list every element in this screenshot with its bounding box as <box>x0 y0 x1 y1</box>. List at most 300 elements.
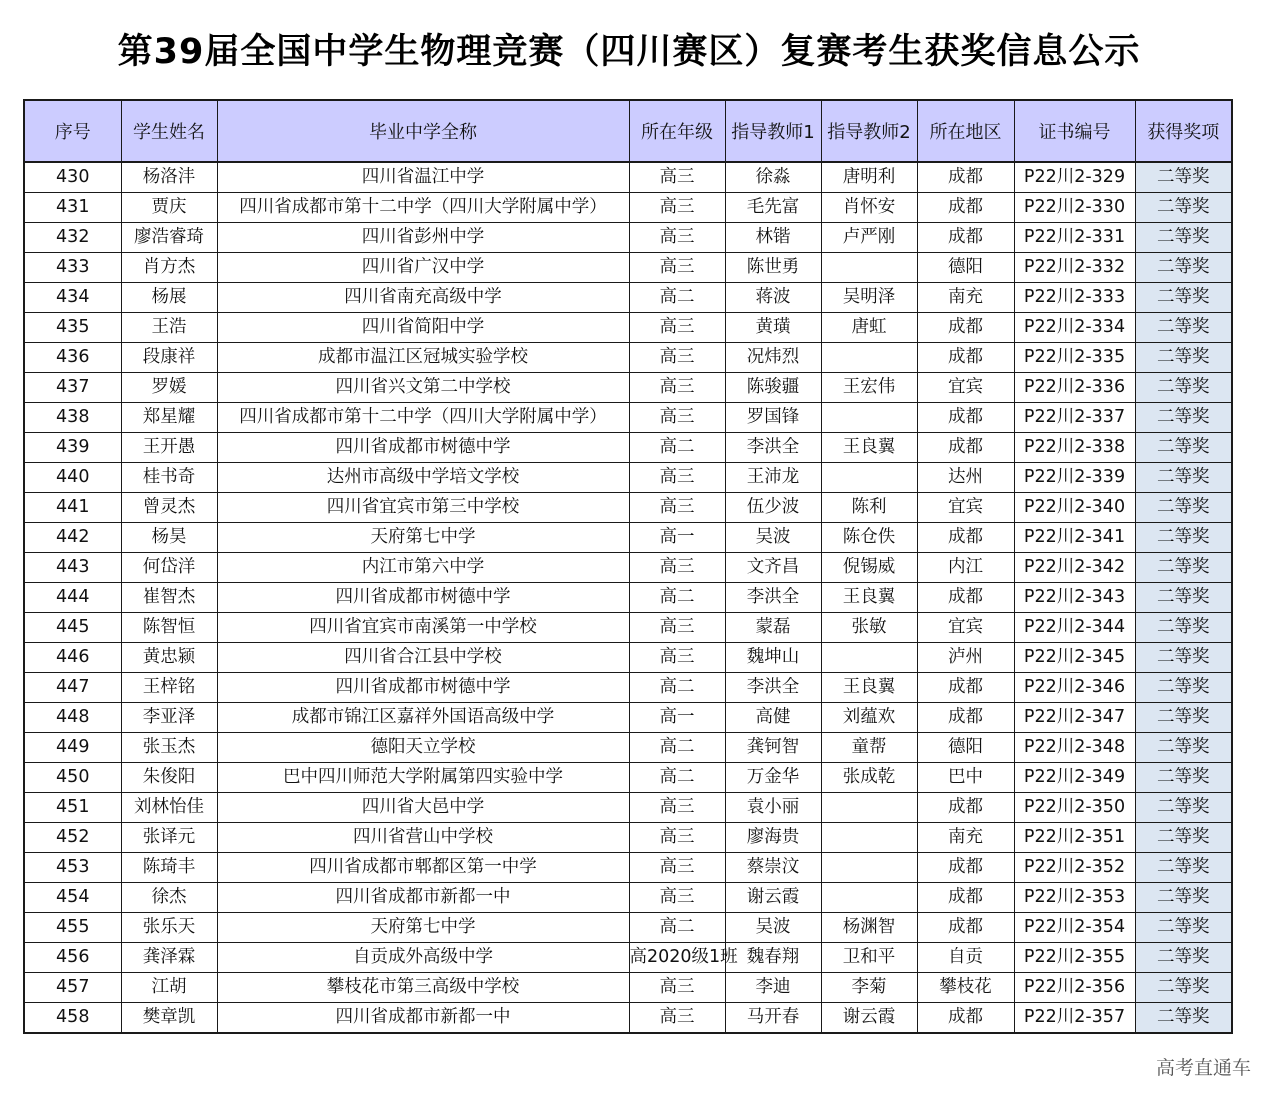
cell-certificate: P22川2-336 <box>1014 373 1135 403</box>
cell-school: 成都市锦江区嘉祥外国语高级中学 <box>217 703 629 733</box>
cell-award: 二等奖 <box>1135 703 1232 733</box>
cell-student-name: 徐杰 <box>121 883 217 913</box>
cell-teacher-1: 徐淼 <box>725 162 821 193</box>
table-row <box>24 823 1232 853</box>
cell-region: 巴中 <box>917 763 1014 793</box>
cell-teacher-2: 肖怀安 <box>821 193 917 223</box>
cell-teacher-2: 陈利 <box>821 493 917 523</box>
cell-region: 成都 <box>917 523 1014 553</box>
cell-award: 二等奖 <box>1135 763 1232 793</box>
cell-grade: 高三 <box>629 643 725 673</box>
cell-certificate: P22川2-332 <box>1014 253 1135 283</box>
cell-teacher-1: 万金华 <box>725 763 821 793</box>
cell-award: 二等奖 <box>1135 913 1232 943</box>
cell-region: 成都 <box>917 583 1014 613</box>
cell-student-name: 朱俊阳 <box>121 763 217 793</box>
cell-school: 四川省彭州中学 <box>217 223 629 253</box>
cell-school: 四川省成都市郫都区第一中学 <box>217 853 629 883</box>
cell-student-name: 刘林怡佳 <box>121 793 217 823</box>
cell-index: 439 <box>24 433 121 463</box>
cell-teacher-2 <box>821 853 917 883</box>
cell-school: 攀枝花市第三高级中学校 <box>217 973 629 1003</box>
cell-index: 443 <box>24 553 121 583</box>
cell-index: 434 <box>24 283 121 313</box>
table-row <box>24 673 1232 703</box>
cell-teacher-2: 卫和平 <box>821 943 917 973</box>
cell-teacher-1: 谢云霞 <box>725 883 821 913</box>
cell-teacher-1: 况炜烈 <box>725 343 821 373</box>
cell-grade: 高三 <box>629 883 725 913</box>
table-row <box>24 943 1232 973</box>
cell-student-name: 曾灵杰 <box>121 493 217 523</box>
table-row <box>24 973 1232 1003</box>
cell-teacher-2: 刘蕴欢 <box>821 703 917 733</box>
cell-teacher-1: 袁小丽 <box>725 793 821 823</box>
cell-teacher-2 <box>821 403 917 433</box>
cell-region: 南充 <box>917 823 1014 853</box>
cell-student-name: 段康祥 <box>121 343 217 373</box>
cell-student-name: 杨洛沣 <box>121 162 217 193</box>
cell-teacher-2: 唐明利 <box>821 162 917 193</box>
cell-student-name: 陈智恒 <box>121 613 217 643</box>
cell-certificate: P22川2-355 <box>1014 943 1135 973</box>
cell-region: 成都 <box>917 193 1014 223</box>
table-row <box>24 223 1232 253</box>
cell-region: 德阳 <box>917 253 1014 283</box>
cell-teacher-2: 张敏 <box>821 613 917 643</box>
table-header-row <box>24 100 1232 162</box>
cell-index: 450 <box>24 763 121 793</box>
cell-school: 四川省简阳中学 <box>217 313 629 343</box>
cell-grade: 高一 <box>629 523 725 553</box>
cell-award: 二等奖 <box>1135 613 1232 643</box>
cell-certificate: P22川2-330 <box>1014 193 1135 223</box>
cell-index: 449 <box>24 733 121 763</box>
cell-certificate: P22川2-335 <box>1014 343 1135 373</box>
cell-award: 二等奖 <box>1135 943 1232 973</box>
table-row <box>24 613 1232 643</box>
cell-certificate: P22川2-348 <box>1014 733 1135 763</box>
cell-teacher-2: 王宏伟 <box>821 373 917 403</box>
cell-school: 天府第七中学 <box>217 913 629 943</box>
cell-student-name: 桂书奇 <box>121 463 217 493</box>
cell-index: 430 <box>24 162 121 193</box>
header-school: 毕业中学全称 <box>217 100 629 162</box>
cell-teacher-1: 蒋波 <box>725 283 821 313</box>
cell-teacher-1: 李洪全 <box>725 673 821 703</box>
cell-school: 四川省宜宾市第三中学校 <box>217 493 629 523</box>
cell-certificate: P22川2-353 <box>1014 883 1135 913</box>
cell-student-name: 王开愚 <box>121 433 217 463</box>
header-award: 获得奖项 <box>1135 100 1232 162</box>
cell-certificate: P22川2-331 <box>1014 223 1135 253</box>
cell-school: 四川省温江中学 <box>217 162 629 193</box>
header-region: 所在地区 <box>917 100 1014 162</box>
cell-student-name: 罗媛 <box>121 373 217 403</box>
header-index: 序号 <box>24 100 121 162</box>
cell-teacher-1: 李迪 <box>725 973 821 1003</box>
cell-teacher-1: 廖海贵 <box>725 823 821 853</box>
cell-school: 四川省成都市新都一中 <box>217 1003 629 1034</box>
cell-teacher-2: 王良翼 <box>821 673 917 703</box>
cell-grade: 高2020级1班 <box>629 943 725 973</box>
cell-grade: 高二 <box>629 433 725 463</box>
cell-certificate: P22川2-349 <box>1014 763 1135 793</box>
cell-teacher-1: 罗国锋 <box>725 403 821 433</box>
cell-index: 433 <box>24 253 121 283</box>
cell-region: 自贡 <box>917 943 1014 973</box>
cell-certificate: P22川2-338 <box>1014 433 1135 463</box>
cell-teacher-2 <box>821 823 917 853</box>
cell-award: 二等奖 <box>1135 643 1232 673</box>
cell-teacher-2: 王良翼 <box>821 433 917 463</box>
cell-student-name: 廖浩睿琦 <box>121 223 217 253</box>
cell-region: 攀枝花 <box>917 973 1014 1003</box>
cell-award: 二等奖 <box>1135 162 1232 193</box>
cell-index: 445 <box>24 613 121 643</box>
header-certificate: 证书编号 <box>1014 100 1135 162</box>
cell-certificate: P22川2-337 <box>1014 403 1135 433</box>
table-row <box>24 343 1232 373</box>
cell-school: 四川省成都市树德中学 <box>217 433 629 463</box>
cell-index: 456 <box>24 943 121 973</box>
cell-award: 二等奖 <box>1135 283 1232 313</box>
cell-certificate: P22川2-342 <box>1014 553 1135 583</box>
cell-teacher-1: 吴波 <box>725 913 821 943</box>
cell-certificate: P22川2-329 <box>1014 162 1135 193</box>
cell-certificate: P22川2-343 <box>1014 583 1135 613</box>
cell-index: 431 <box>24 193 121 223</box>
cell-teacher-1: 蔡崇汶 <box>725 853 821 883</box>
cell-region: 成都 <box>917 673 1014 703</box>
cell-school: 成都市温江区冠城实验学校 <box>217 343 629 373</box>
cell-teacher-1: 李洪全 <box>725 583 821 613</box>
cell-school: 内江市第六中学 <box>217 553 629 583</box>
cell-school: 巴中四川师范大学附属第四实验中学 <box>217 763 629 793</box>
table-row <box>24 313 1232 343</box>
cell-teacher-2: 卢严刚 <box>821 223 917 253</box>
cell-teacher-1: 龚钶智 <box>725 733 821 763</box>
cell-student-name: 张玉杰 <box>121 733 217 763</box>
cell-region: 成都 <box>917 403 1014 433</box>
cell-grade: 高三 <box>629 193 725 223</box>
cell-award: 二等奖 <box>1135 793 1232 823</box>
cell-index: 441 <box>24 493 121 523</box>
cell-student-name: 肖方杰 <box>121 253 217 283</box>
cell-teacher-2: 张成乾 <box>821 763 917 793</box>
cell-award: 二等奖 <box>1135 523 1232 553</box>
cell-index: 451 <box>24 793 121 823</box>
cell-student-name: 贾庆 <box>121 193 217 223</box>
cell-region: 成都 <box>917 433 1014 463</box>
cell-student-name: 李亚泽 <box>121 703 217 733</box>
cell-grade: 高一 <box>629 703 725 733</box>
cell-student-name: 王梓铭 <box>121 673 217 703</box>
cell-index: 437 <box>24 373 121 403</box>
cell-certificate: P22川2-341 <box>1014 523 1135 553</box>
cell-certificate: P22川2-346 <box>1014 673 1135 703</box>
award-table <box>23 99 1233 1034</box>
cell-student-name: 张乐天 <box>121 913 217 943</box>
cell-teacher-2 <box>821 253 917 283</box>
cell-index: 455 <box>24 913 121 943</box>
cell-grade: 高二 <box>629 763 725 793</box>
cell-award: 二等奖 <box>1135 373 1232 403</box>
cell-teacher-1: 高健 <box>725 703 821 733</box>
cell-region: 成都 <box>917 793 1014 823</box>
cell-school: 四川省大邑中学 <box>217 793 629 823</box>
cell-teacher-1: 伍少波 <box>725 493 821 523</box>
table-row <box>24 553 1232 583</box>
table-row <box>24 463 1232 493</box>
table-body <box>24 162 1232 1033</box>
cell-index: 436 <box>24 343 121 373</box>
cell-award: 二等奖 <box>1135 883 1232 913</box>
cell-certificate: P22川2-351 <box>1014 823 1135 853</box>
cell-certificate: P22川2-354 <box>1014 913 1135 943</box>
cell-teacher-2: 倪锡威 <box>821 553 917 583</box>
cell-school: 四川省兴文第二中学校 <box>217 373 629 403</box>
cell-index: 440 <box>24 463 121 493</box>
cell-award: 二等奖 <box>1135 463 1232 493</box>
cell-school: 四川省广汉中学 <box>217 253 629 283</box>
cell-award: 二等奖 <box>1135 673 1232 703</box>
watermark-text: 高考直通车 <box>1155 1057 1251 1079</box>
table-row <box>24 433 1232 463</box>
cell-region: 宜宾 <box>917 613 1014 643</box>
cell-certificate: P22川2-339 <box>1014 463 1135 493</box>
cell-region: 南充 <box>917 283 1014 313</box>
cell-student-name: 黄忠颍 <box>121 643 217 673</box>
cell-school: 四川省成都市新都一中 <box>217 883 629 913</box>
header-student-name: 学生姓名 <box>121 100 217 162</box>
cell-region: 成都 <box>917 313 1014 343</box>
cell-teacher-2 <box>821 883 917 913</box>
cell-teacher-2: 李菊 <box>821 973 917 1003</box>
cell-teacher-1: 吴波 <box>725 523 821 553</box>
cell-grade: 高三 <box>629 853 725 883</box>
cell-grade: 高三 <box>629 463 725 493</box>
cell-certificate: P22川2-352 <box>1014 853 1135 883</box>
cell-region: 成都 <box>917 853 1014 883</box>
table-row <box>24 162 1232 193</box>
cell-award: 二等奖 <box>1135 493 1232 523</box>
cell-teacher-2: 童帮 <box>821 733 917 763</box>
cell-region: 达州 <box>917 463 1014 493</box>
cell-student-name: 张译元 <box>121 823 217 853</box>
cell-region: 成都 <box>917 343 1014 373</box>
table-row <box>24 703 1232 733</box>
table-row <box>24 733 1232 763</box>
cell-award: 二等奖 <box>1135 733 1232 763</box>
cell-index: 442 <box>24 523 121 553</box>
cell-school: 天府第七中学 <box>217 523 629 553</box>
cell-grade: 高三 <box>629 613 725 643</box>
cell-grade: 高二 <box>629 673 725 703</box>
cell-teacher-1: 黄璜 <box>725 313 821 343</box>
header-teacher-2: 指导教师2 <box>821 100 917 162</box>
cell-grade: 高三 <box>629 162 725 193</box>
cell-index: 438 <box>24 403 121 433</box>
header-teacher-1: 指导教师1 <box>725 100 821 162</box>
cell-teacher-1: 李洪全 <box>725 433 821 463</box>
cell-award: 二等奖 <box>1135 1003 1232 1034</box>
table-row <box>24 283 1232 313</box>
cell-award: 二等奖 <box>1135 223 1232 253</box>
cell-grade: 高三 <box>629 493 725 523</box>
cell-teacher-1: 陈世勇 <box>725 253 821 283</box>
cell-teacher-1: 王沛龙 <box>725 463 821 493</box>
cell-award: 二等奖 <box>1135 553 1232 583</box>
cell-student-name: 杨展 <box>121 283 217 313</box>
table-row <box>24 763 1232 793</box>
cell-award: 二等奖 <box>1135 823 1232 853</box>
cell-award: 二等奖 <box>1135 403 1232 433</box>
cell-teacher-2 <box>821 793 917 823</box>
cell-certificate: P22川2-340 <box>1014 493 1135 523</box>
cell-grade: 高三 <box>629 313 725 343</box>
cell-index: 457 <box>24 973 121 1003</box>
cell-grade: 高二 <box>629 583 725 613</box>
cell-index: 446 <box>24 643 121 673</box>
table-row <box>24 403 1232 433</box>
cell-certificate: P22川2-345 <box>1014 643 1135 673</box>
cell-teacher-2: 陈仓佚 <box>821 523 917 553</box>
cell-teacher-2: 王良翼 <box>821 583 917 613</box>
cell-teacher-2: 唐虹 <box>821 313 917 343</box>
table-row <box>24 643 1232 673</box>
table-row <box>24 793 1232 823</box>
cell-grade: 高三 <box>629 253 725 283</box>
cell-region: 德阳 <box>917 733 1014 763</box>
cell-student-name: 江胡 <box>121 973 217 1003</box>
cell-index: 453 <box>24 853 121 883</box>
cell-grade: 高三 <box>629 1003 725 1034</box>
table-row <box>24 1003 1232 1034</box>
cell-region: 成都 <box>917 223 1014 253</box>
cell-teacher-1: 魏坤山 <box>725 643 821 673</box>
cell-index: 447 <box>24 673 121 703</box>
cell-student-name: 崔智杰 <box>121 583 217 613</box>
cell-region: 成都 <box>917 1003 1014 1034</box>
cell-teacher-2 <box>821 343 917 373</box>
cell-index: 452 <box>24 823 121 853</box>
cell-certificate: P22川2-333 <box>1014 283 1135 313</box>
cell-student-name: 何岱洋 <box>121 553 217 583</box>
cell-teacher-1: 文齐昌 <box>725 553 821 583</box>
cell-school: 自贡成外高级中学 <box>217 943 629 973</box>
cell-student-name: 杨昊 <box>121 523 217 553</box>
table-row <box>24 523 1232 553</box>
cell-school: 四川省营山中学校 <box>217 823 629 853</box>
cell-school: 四川省成都市第十二中学（四川大学附属中学） <box>217 193 629 223</box>
cell-teacher-2 <box>821 643 917 673</box>
cell-index: 432 <box>24 223 121 253</box>
cell-student-name: 陈琦丰 <box>121 853 217 883</box>
cell-grade: 高二 <box>629 913 725 943</box>
cell-region: 成都 <box>917 162 1014 193</box>
cell-certificate: P22川2-357 <box>1014 1003 1135 1034</box>
cell-region: 成都 <box>917 913 1014 943</box>
cell-region: 宜宾 <box>917 373 1014 403</box>
cell-award: 二等奖 <box>1135 193 1232 223</box>
cell-region: 宜宾 <box>917 493 1014 523</box>
cell-grade: 高三 <box>629 823 725 853</box>
cell-award: 二等奖 <box>1135 343 1232 373</box>
cell-certificate: P22川2-334 <box>1014 313 1135 343</box>
cell-index: 444 <box>24 583 121 613</box>
cell-award: 二等奖 <box>1135 313 1232 343</box>
table-row <box>24 583 1232 613</box>
cell-grade: 高三 <box>629 223 725 253</box>
cell-region: 内江 <box>917 553 1014 583</box>
cell-award: 二等奖 <box>1135 583 1232 613</box>
cell-certificate: P22川2-350 <box>1014 793 1135 823</box>
cell-grade: 高三 <box>629 973 725 1003</box>
cell-grade: 高二 <box>629 283 725 313</box>
cell-teacher-1: 陈骏疆 <box>725 373 821 403</box>
cell-certificate: P22川2-347 <box>1014 703 1135 733</box>
cell-school: 四川省成都市树德中学 <box>217 583 629 613</box>
cell-teacher-2: 谢云霞 <box>821 1003 917 1034</box>
cell-index: 448 <box>24 703 121 733</box>
cell-teacher-2 <box>821 463 917 493</box>
cell-student-name: 樊章凯 <box>121 1003 217 1034</box>
header-grade: 所在年级 <box>629 100 725 162</box>
cell-region: 泸州 <box>917 643 1014 673</box>
cell-award: 二等奖 <box>1135 433 1232 463</box>
cell-certificate: P22川2-356 <box>1014 973 1135 1003</box>
cell-certificate: P22川2-344 <box>1014 613 1135 643</box>
table-row <box>24 883 1232 913</box>
cell-teacher-1: 马开春 <box>725 1003 821 1034</box>
table-row <box>24 193 1232 223</box>
cell-grade: 高三 <box>629 553 725 583</box>
cell-school: 达州市高级中学培文学校 <box>217 463 629 493</box>
cell-index: 454 <box>24 883 121 913</box>
table-row <box>24 493 1232 523</box>
cell-grade: 高三 <box>629 793 725 823</box>
cell-grade: 高二 <box>629 733 725 763</box>
cell-school: 四川省成都市第十二中学（四川大学附属中学） <box>217 403 629 433</box>
cell-student-name: 王浩 <box>121 313 217 343</box>
table-row <box>24 373 1232 403</box>
table-row <box>24 253 1232 283</box>
cell-teacher-2: 杨渊智 <box>821 913 917 943</box>
cell-teacher-1: 毛先富 <box>725 193 821 223</box>
cell-region: 成都 <box>917 703 1014 733</box>
cell-student-name: 龚泽霖 <box>121 943 217 973</box>
cell-grade: 高三 <box>629 403 725 433</box>
table-row <box>24 853 1232 883</box>
cell-school: 四川省成都市树德中学 <box>217 673 629 703</box>
cell-award: 二等奖 <box>1135 973 1232 1003</box>
cell-school: 四川省合江县中学校 <box>217 643 629 673</box>
cell-award: 二等奖 <box>1135 253 1232 283</box>
cell-grade: 高三 <box>629 343 725 373</box>
cell-award: 二等奖 <box>1135 853 1232 883</box>
cell-teacher-1: 魏春翔 <box>725 943 821 973</box>
cell-teacher-1: 林锴 <box>725 223 821 253</box>
cell-school: 四川省宜宾市南溪第一中学校 <box>217 613 629 643</box>
cell-region: 成都 <box>917 883 1014 913</box>
cell-school: 四川省南充高级中学 <box>217 283 629 313</box>
cell-teacher-2: 吴明泽 <box>821 283 917 313</box>
table-row <box>24 913 1232 943</box>
cell-teacher-1: 蒙磊 <box>725 613 821 643</box>
cell-index: 435 <box>24 313 121 343</box>
cell-student-name: 郑星耀 <box>121 403 217 433</box>
